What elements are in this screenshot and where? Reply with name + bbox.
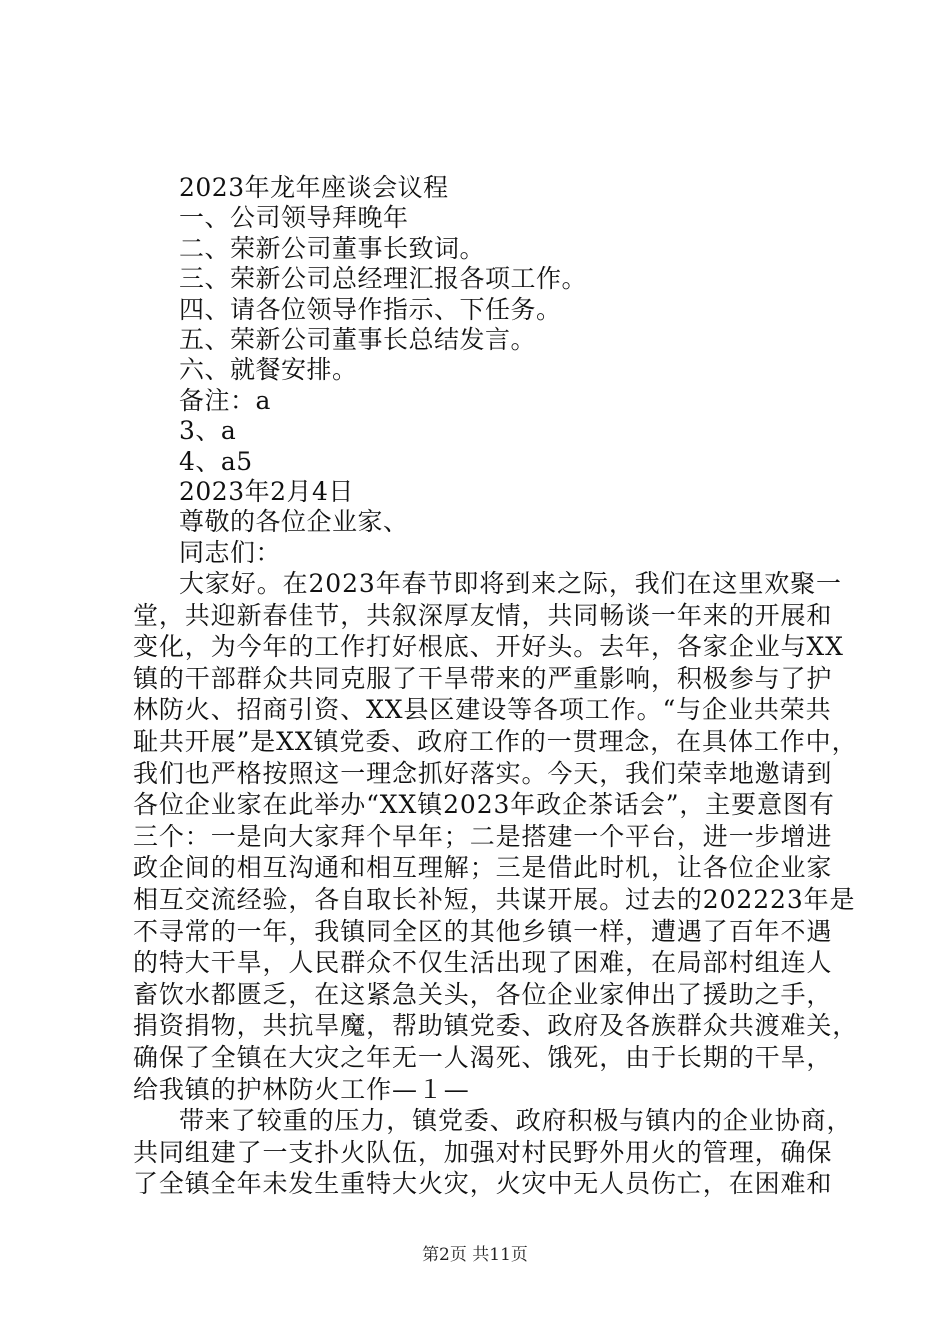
paragraph-line: 了全镇全年未发生重特大火灾，火灾中无人员伤亡，在困难和 <box>133 1169 833 1199</box>
speech-paragraph-2 <box>133 1105 853 1200</box>
paragraph-line: 我们也严格按照这一理念抓好落实。今天，我们荣幸地邀请到 <box>133 758 833 788</box>
paragraph-line: 堂，共迎新春佳节，共叙深厚友情，共同畅谈一年来的开展和 <box>133 600 833 630</box>
paragraph-line: 大家好。在2023年春节即将到来之际，我们在这里欢聚一 <box>179 569 842 599</box>
paragraph-line: 捐资捐物，共抗旱魔，帮助镇党委、政府及各族群众共渡难关， <box>133 1011 859 1041</box>
paragraph-line: 各位企业家在此举办“XX镇2023年政企茶话会”，主要意图有 <box>133 790 835 820</box>
paragraph-line: 共同组建了一支扑火队伍，加强对村民野外用火的管理，确保 <box>133 1137 833 1167</box>
paragraph-line: 耻共开展”是XX镇党委、政府工作的一贯理念，在具体工作中， <box>133 727 858 757</box>
note-line: 4、a5 <box>179 446 253 476</box>
agenda-item: 六、就餐安排。 <box>179 355 358 385</box>
paragraph-line: 镇的干部群众共同克服了干旱带来的严重影响，积极参与了护 <box>133 663 833 693</box>
agenda-item: 一、公司领导拜晚年 <box>179 203 409 233</box>
page-footer: 第2页 共11页 <box>422 1245 528 1265</box>
paragraph-line: 畜饮水都匮乏，在这紧急关头，各位企业家伸出了援助之手， <box>133 979 833 1009</box>
paragraph-line: 的特大干旱，人民群众不仅生活出现了困难，在局部村组连人 <box>133 948 833 978</box>
agenda-title: 2023年龙年座谈会议程 <box>179 173 449 202</box>
agenda-item: 五、荣新公司董事长总结发言。 <box>179 324 537 354</box>
note-line: 备注：a <box>179 385 271 415</box>
paragraph-line: 不寻常的一年，我镇同全区的其他乡镇一样，遭遇了百年不遇 <box>133 916 833 946</box>
paragraph-line: 给我镇的护林防火工作—１— <box>133 1074 470 1104</box>
document-body <box>133 173 859 1200</box>
paragraph-line: 带来了较重的压力，镇党委、政府积极与镇内的企业协商， <box>179 1106 853 1136</box>
agenda-item: 二、荣新公司董事长致词。 <box>179 233 486 263</box>
paragraph-line: 确保了全镇在大灾之年无一人渴死、饿死，由于长期的干旱， <box>133 1042 833 1072</box>
paragraph-line: 相互交流经验，各自取长补短，共谋开展。过去的202223年是 <box>133 885 856 915</box>
paragraph-line: 三个：一是向大家拜个早年；二是搭建一个平台，进一步增进 <box>133 821 833 851</box>
paragraph-line: 变化，为今年的工作打好根底、开好头。去年，各家企业与XX <box>133 632 844 662</box>
agenda-date: 2023年2月4日 <box>179 476 354 506</box>
note-line: 3、a <box>179 416 237 446</box>
agenda-item: 四、请各位领导作指示、下任务。 <box>179 294 562 324</box>
speech-salutation: 同志们： <box>179 537 282 567</box>
paragraph-line: 林防火、招商引资、XX县区建设等各项工作。“与企业共荣共 <box>133 695 832 725</box>
paragraph-line: 政企间的相互沟通和相互理解；三是借此时机，让各位企业家 <box>133 853 833 883</box>
agenda-item: 三、荣新公司总经理汇报各项工作。 <box>179 264 588 294</box>
speech-salutation: 尊敬的各位企业家、 <box>179 507 409 537</box>
speech-paragraph-1 <box>133 568 859 1105</box>
